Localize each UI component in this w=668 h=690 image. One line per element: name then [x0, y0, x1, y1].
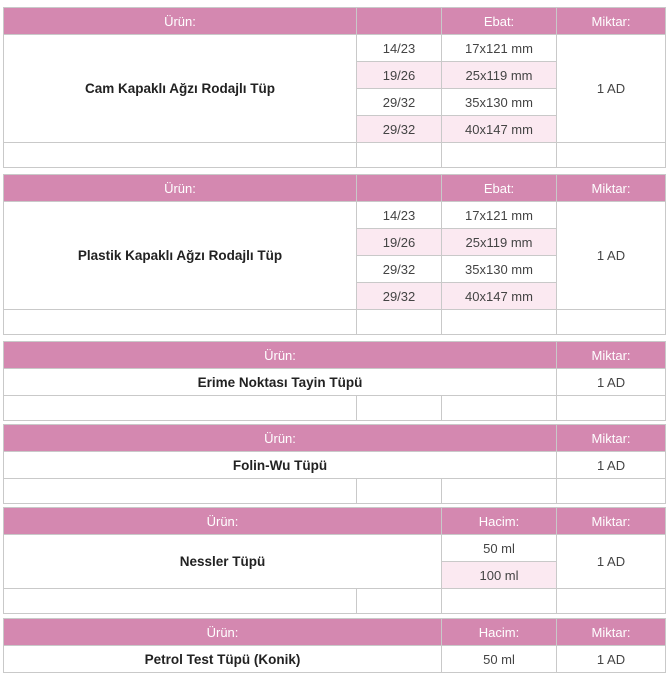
table-row: [4, 535, 666, 562]
header-product: Ürün:: [4, 619, 442, 646]
header-volume: Hacim:: [442, 619, 557, 646]
header-product: Ürün:: [4, 175, 357, 202]
quantity-cell: 1 AD: [557, 202, 666, 310]
header-product: Ürün:: [4, 8, 357, 35]
header-product: Ürün:: [4, 342, 557, 369]
spec-table-petrol-test: [3, 618, 666, 673]
table-header: [4, 508, 666, 535]
spacer-row: [4, 589, 666, 614]
header-quantity: Miktar:: [557, 508, 666, 535]
code-cell: 29/32: [357, 89, 442, 116]
table-row: [4, 369, 666, 396]
size-cell: 17x121 mm: [442, 35, 557, 62]
table-header: [4, 8, 666, 35]
size-cell: 40x147 mm: [442, 116, 557, 143]
table-header: [4, 619, 666, 646]
spacer-row: [4, 143, 666, 168]
product-name: Cam Kapaklı Ağzı Rodajlı Tüp: [4, 35, 357, 143]
table-header: [4, 175, 666, 202]
header-size: Ebat:: [442, 8, 557, 35]
volume-cell: 50 ml: [442, 535, 557, 562]
spec-table-nessler: [3, 507, 666, 614]
header-quantity: Miktar:: [557, 175, 666, 202]
spacer-row: [4, 310, 666, 335]
table-row: [4, 202, 666, 229]
volume-cell: 50 ml: [442, 646, 557, 673]
size-cell: 25x119 mm: [442, 229, 557, 256]
code-cell: 19/26: [357, 62, 442, 89]
code-cell: 29/32: [357, 283, 442, 310]
quantity-cell: 1 AD: [557, 535, 666, 589]
header-product: Ürün:: [4, 508, 442, 535]
quantity-cell: 1 AD: [557, 452, 666, 479]
product-name: Plastik Kapaklı Ağzı Rodajlı Tüp: [4, 202, 357, 310]
spec-table-plastik-kapakli: [3, 174, 666, 335]
product-name: Petrol Test Tüpü (Konik): [4, 646, 442, 673]
product-name: Nessler Tüpü: [4, 535, 442, 589]
spacer-row: [4, 396, 666, 421]
header-quantity: Miktar:: [557, 342, 666, 369]
header-code: [357, 8, 442, 35]
size-cell: 40x147 mm: [442, 283, 557, 310]
table-row: [4, 35, 666, 62]
table-header: [4, 425, 666, 452]
product-name: Folin-Wu Tüpü: [4, 452, 557, 479]
header-volume: Hacim:: [442, 508, 557, 535]
spec-table-folin-wu: [3, 424, 666, 504]
spec-table-erime-noktasi: [3, 341, 666, 421]
header-code: [357, 175, 442, 202]
header-quantity: Miktar:: [557, 425, 666, 452]
table-header: [4, 342, 666, 369]
header-product: Ürün:: [4, 425, 557, 452]
table-row: [4, 646, 666, 673]
product-name: Erime Noktası Tayin Tüpü: [4, 369, 557, 396]
code-cell: 14/23: [357, 202, 442, 229]
table-row: [4, 452, 666, 479]
header-size: Ebat:: [442, 175, 557, 202]
code-cell: 29/32: [357, 116, 442, 143]
size-cell: 35x130 mm: [442, 256, 557, 283]
code-cell: 14/23: [357, 35, 442, 62]
spacer-row: [4, 479, 666, 504]
header-quantity: Miktar:: [557, 8, 666, 35]
code-cell: 19/26: [357, 229, 442, 256]
size-cell: 25x119 mm: [442, 62, 557, 89]
quantity-cell: 1 AD: [557, 35, 666, 143]
header-quantity: Miktar:: [557, 619, 666, 646]
size-cell: 17x121 mm: [442, 202, 557, 229]
volume-cell: 100 ml: [442, 562, 557, 589]
code-cell: 29/32: [357, 256, 442, 283]
size-cell: 35x130 mm: [442, 89, 557, 116]
quantity-cell: 1 AD: [557, 369, 666, 396]
quantity-cell: 1 AD: [557, 646, 666, 673]
spec-table-cam-kapakli: [3, 7, 666, 168]
